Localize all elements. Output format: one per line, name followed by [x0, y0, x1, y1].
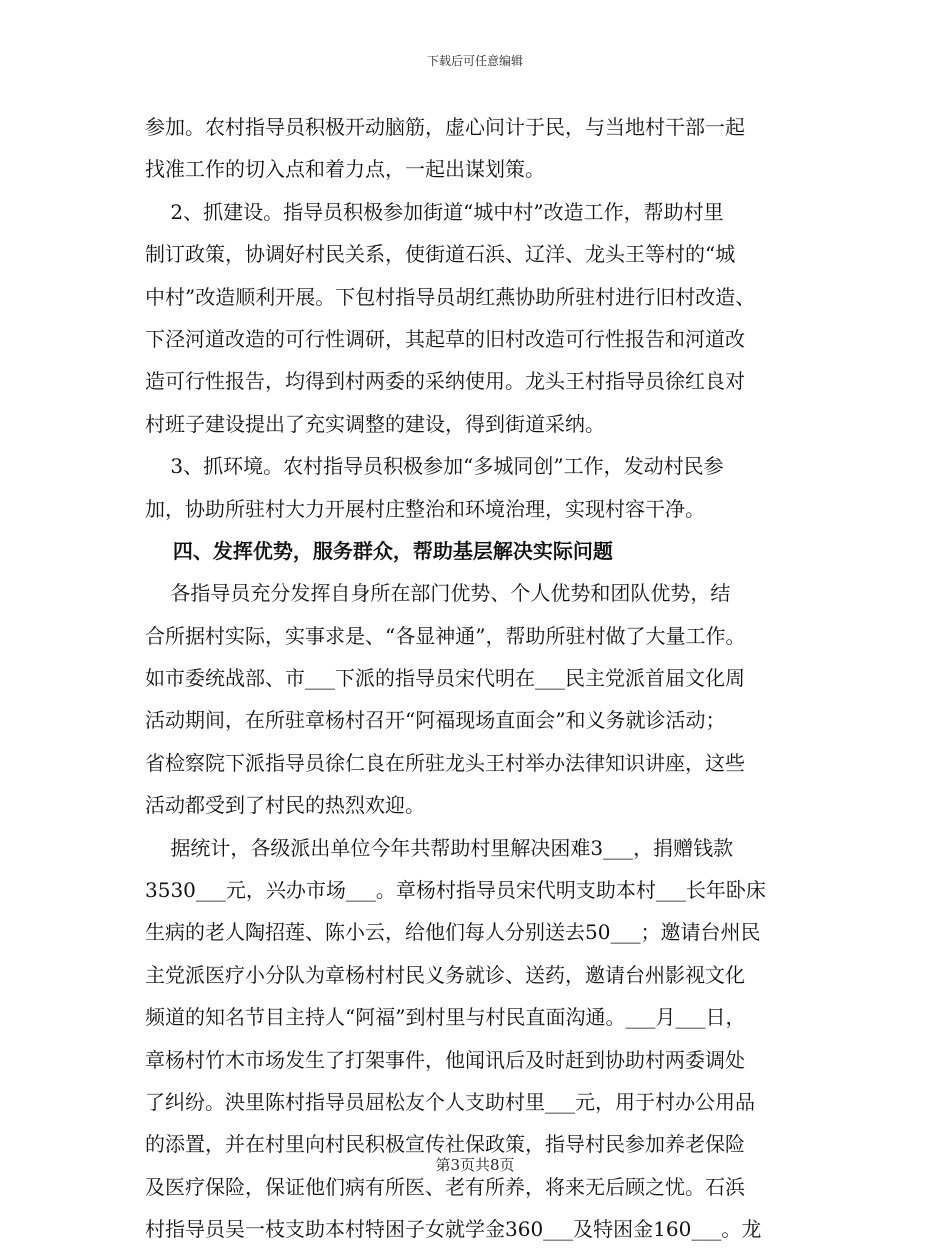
text-line: 合所据村实际，实事求是、“各显神通”，帮助所驻村做了大量工作。: [145, 623, 746, 648]
text-line: 频道的知名节目主持人“阿福”到村里与村民直面沟通。___月___日，: [145, 1005, 746, 1030]
text-line: 活动期间，在所驻章杨村召开“阿福现场直面会”和义务就诊活动；: [145, 708, 726, 733]
text-line: 及医疗保险，保证他们病有所医、老有所养，将来无后顾之忧。石浜: [145, 1174, 745, 1199]
text-line: 村班子建设提出了充实调整的建设，得到街道采纳。: [145, 411, 605, 436]
text-line: 村指导员吴一枝支助本村特困子女就学金360___及特困金160___。龙: [145, 1217, 762, 1242]
text-line: 造可行性报告，均得到村两委的采纳使用。龙头王村指导员徐红良对: [145, 369, 745, 394]
text-line: 生病的老人陶招莲、陈小云，给他们每人分别送去50___；邀请台州民: [145, 920, 761, 945]
text-line: 参加。农村指导员积极开动脑筋，虚心问计于民，与当地村干部一起: [145, 115, 745, 139]
text-line: 3530___元，兴办市场___。章杨村指导员宋代明支助本村___长年卧床: [145, 878, 766, 903]
text-line: 中村”改造顺利开展。下包村指导员胡红燕协助所驻村进行旧村改造、: [145, 284, 756, 309]
text-line: 据统计，各级派出单位今年共帮助村里解决困难3___，捐赠钱款: [145, 835, 734, 860]
section-heading: 四、发挥优势，服务群众，帮助基层解决实际问题: [145, 538, 613, 563]
text-line: 如市委统战部、市___下派的指导员宋代明在___民主党派首届文化周: [145, 666, 745, 691]
document-body: [145, 106, 817, 1251]
text-line: 了纠纷。泱里陈村指导员屈松友个人支助村里___元，用于村办公用品: [145, 1089, 755, 1114]
text-line: 3、抓环境。农村指导员积极参加“多城同创”工作，发动村民参: [145, 454, 724, 479]
text-line: 省检察院下派指导员徐仁良在所驻龙头王村举办法律知识讲座，这些: [145, 750, 745, 775]
text-line: 主党派医疗小分队为章杨村村民义务就诊、送药，邀请台州影视文化: [145, 962, 745, 987]
text-line: 章杨村竹木市场发生了打架事件，他闻讯后及时赶到协助村两委调处: [145, 1047, 745, 1072]
text-line: 活动都受到了村民的热烈欢迎。: [145, 793, 425, 818]
text-line: 加，协助所驻村大力开展村庄整治和环境治理，实现村容干净。: [145, 496, 705, 521]
page-footer: 第3页共8页: [435, 1156, 515, 1174]
page-header: 下载后可任意编辑: [426, 54, 523, 68]
text-line: 制订政策，协调好村民关系，使街道石浜、辽洋、龙头王等村的“城: [145, 242, 736, 267]
text-line: 2、抓建设。指导员积极参加街道“城中村”改造工作，帮助村里: [145, 199, 724, 224]
text-line: 各指导员充分发挥自身所在部门优势、个人优势和团队优势，结: [145, 581, 731, 606]
text-line: 下泾河道改造的可行性调研，其起草的旧村改造可行性报告和河道改: [145, 326, 745, 351]
text-line: 的添置，并在村里向村民积极宣传社保政策，指导村民参加养老保险: [145, 1132, 745, 1157]
text-line: 找准工作的切入点和着力点，一起出谋划策。: [145, 157, 545, 182]
